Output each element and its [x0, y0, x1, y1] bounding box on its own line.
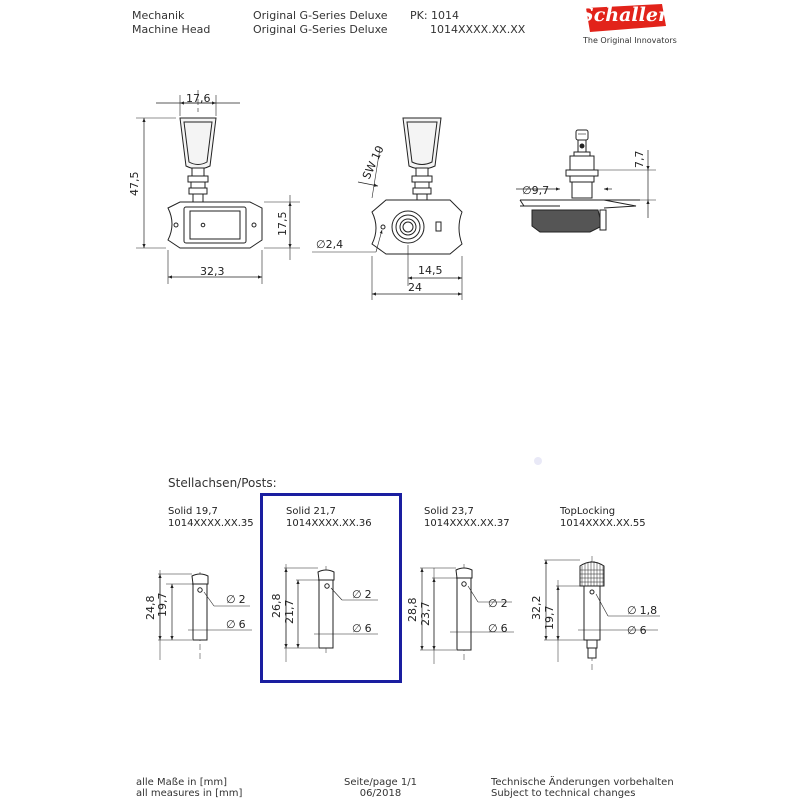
- footer-changes-de: Technische Änderungen vorbehalten: [491, 777, 674, 788]
- side-button-shape: [403, 118, 441, 169]
- footer-right: [491, 777, 674, 799]
- dim-total-height: 47,5: [128, 171, 141, 196]
- dim-width: 24: [408, 281, 422, 294]
- post-2-shaft: 21,7: [283, 599, 296, 624]
- post-3-drawing: [420, 564, 514, 664]
- dim-hole: ∅2,4: [316, 238, 344, 251]
- post-2-d-small: ∅ 2: [352, 588, 372, 601]
- post-1-shaft: 19,7: [156, 592, 169, 617]
- header-pk: PK: 1014: [410, 9, 460, 22]
- post-2-name: Solid 21,7: [286, 506, 336, 517]
- dim-offset: 14,5: [418, 264, 443, 277]
- post-3-label: [424, 506, 510, 530]
- post-4-d-large: ∅ 6: [627, 624, 647, 637]
- front-view: [136, 90, 300, 284]
- post-1-label: [168, 506, 254, 530]
- post-3-shaft: 23,7: [419, 601, 432, 626]
- footer-measures-de: alle Maße in [mm]: [136, 777, 227, 788]
- front-base-plate: [168, 202, 262, 248]
- dim-right-height: 7,7: [633, 150, 646, 168]
- footer-changes-en: Subject to technical changes: [491, 788, 636, 799]
- logo-tagline: The Original Innovators: [583, 36, 677, 45]
- post-4-shaft: 19,7: [543, 605, 556, 630]
- post-1-d-small: ∅ 2: [226, 593, 246, 606]
- dim-base-height: 17,5: [276, 211, 289, 236]
- post-3-name: Solid 23,7: [424, 506, 474, 517]
- footer-left: [136, 777, 242, 799]
- header-mechanik: Mechanik: [132, 9, 185, 22]
- header-part-code: 1014XXXX.XX.XX: [430, 23, 526, 36]
- dim-base-width: 32,3: [200, 265, 225, 278]
- post-2-code: 1014XXXX.XX.36: [286, 518, 372, 529]
- post-2-total: 26,8: [270, 593, 283, 618]
- post-1-drawing: [158, 570, 252, 660]
- post-3-total: 28,8: [406, 597, 419, 622]
- header-machine-head: Machine Head: [132, 23, 211, 36]
- dim-top-width: 17,6: [186, 92, 211, 105]
- footer-page: Seite/page 1/1: [344, 777, 417, 788]
- post-4-code: 1014XXXX.XX.55: [560, 518, 646, 529]
- front-button-shape: [180, 118, 216, 169]
- post-1-d-large: ∅ 6: [226, 618, 246, 631]
- post-1-name: Solid 19,7: [168, 506, 218, 517]
- faint-dot: [534, 457, 542, 465]
- post-3-d-large: ∅ 6: [488, 622, 508, 635]
- footer-measures-en: all measures in [mm]: [136, 788, 243, 799]
- footer-date: 06/2018: [359, 788, 402, 799]
- post-1-total: 24,8: [144, 595, 157, 620]
- post-2-d-large: ∅ 6: [352, 622, 372, 635]
- posts-section-title: Stellachsen/Posts:: [168, 476, 277, 490]
- post-3-code: 1014XXXX.XX.37: [424, 518, 510, 529]
- dim-right-diameter: ∅9,7: [522, 184, 550, 197]
- right-knob-shape: [532, 210, 602, 232]
- header-series-en: Original G-Series Deluxe: [253, 23, 388, 36]
- post-2-label: [286, 506, 372, 530]
- dim-wrench: SW 10: [359, 143, 387, 182]
- header-series-de: Original G-Series Deluxe: [253, 9, 388, 22]
- post-4-d-small: ∅ 1,8: [627, 604, 658, 617]
- post-4-total: 32,2: [530, 595, 543, 620]
- footer-center: [344, 777, 417, 799]
- post-1-code: 1014XXXX.XX.35: [168, 518, 254, 529]
- right-view: [516, 130, 656, 232]
- post-4-name: TopLocking: [560, 506, 616, 517]
- logo-brand: Schaller: [580, 4, 668, 26]
- post-3-d-small: ∅ 2: [488, 597, 508, 610]
- post-4-label: [560, 506, 646, 530]
